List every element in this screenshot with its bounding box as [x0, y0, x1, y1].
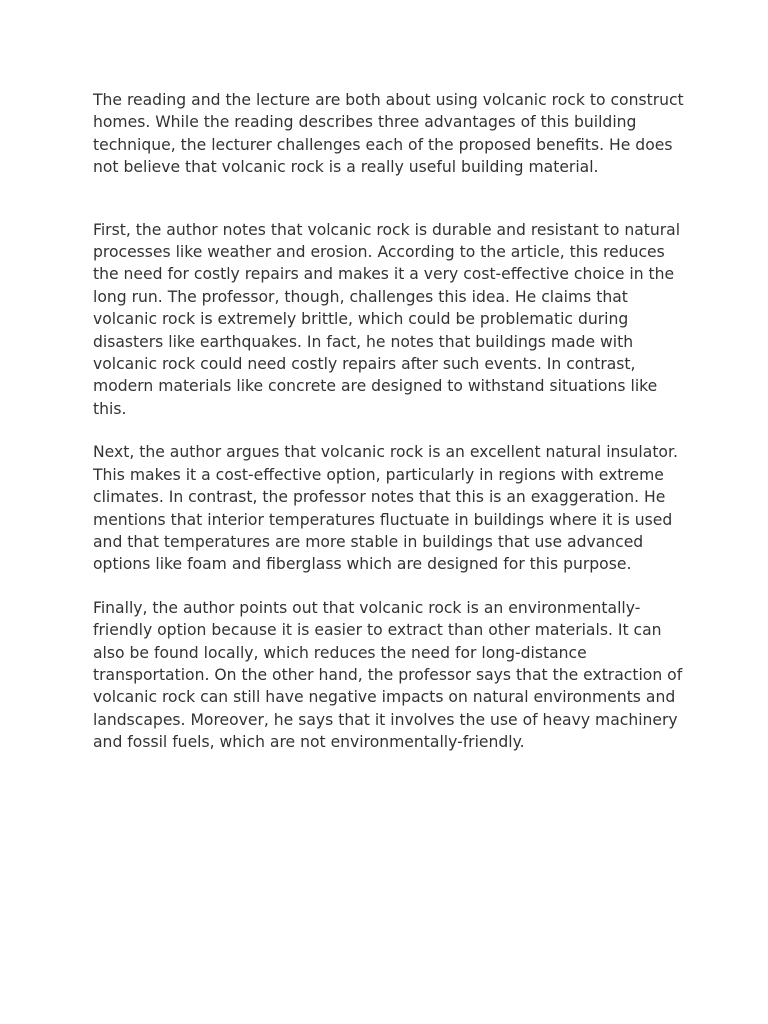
- second-point-paragraph: Next, the author argues that volcanic rock is an excellent natural insulator. This makes it a cost-effective option, particularly in regions with extreme climates. In contrast, the professor notes that this is an exaggeration. He mentions that interior temperatures fluctuate in buildings where it is used and that temperatures are more stable in buildings that use advanced options like foam and fiberglass which are designed for this purpose.: [93, 443, 678, 574]
- intro-paragraph: The reading and the lecture are both about using volcanic rock to construct homes. While the reading describes three advantages of this building technique, the lecturer challenges each of the proposed benefits. He does not believe that volcanic rock is a really useful building material.: [93, 91, 684, 177]
- first-point-paragraph: First, the author notes that volcanic rock is durable and resistant to natural processes like weather and erosion. According to the article, this reduces the need for costly repairs and makes it a very cost-effective choice in the long run. The professor, though, challenges this idea. He claims that volcanic rock is extremely brittle, which could be problematic during disasters like earthquakes. In fact, he notes that buildings made with volcanic rock could need costly repairs after such events. In contrast, modern materials like concrete are designed to withstand situations like this.: [93, 220, 681, 418]
- third-point-paragraph: Finally, the author points out that volcanic rock is an environmentally-friendly option because it is easier to extract than other materials. It can also be found locally, which reduces the need for long-distance transportation. On the other hand, the professor says that the extraction of volcanic rock can still have negative impacts on natural environments and landscapes. Moreover, he says that it involves the use of heavy machinery and fossil fuels, which are not environmentally-friendly.: [93, 598, 683, 752]
- document-page: [93, 89, 685, 775]
